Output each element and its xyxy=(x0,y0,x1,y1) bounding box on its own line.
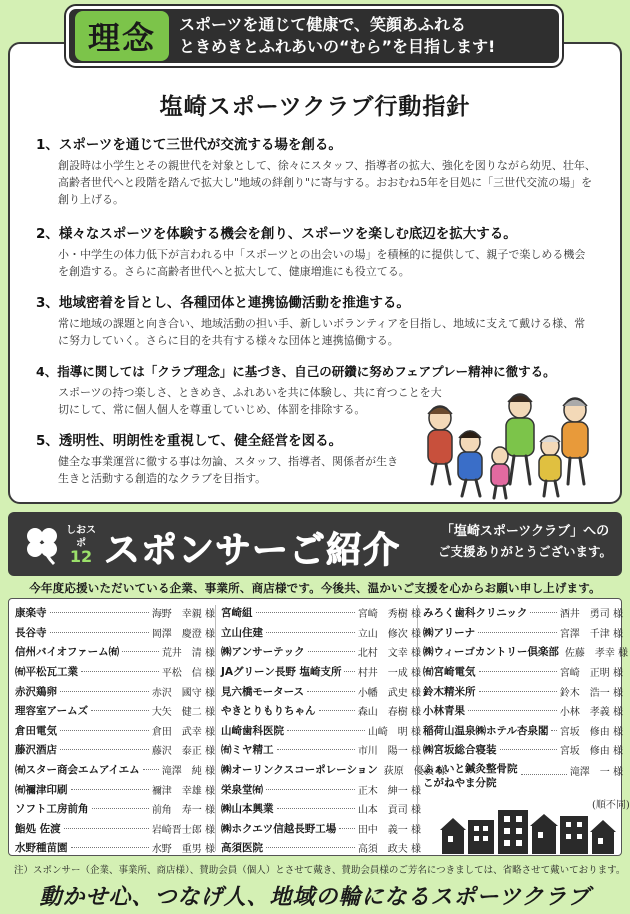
sponsor-company: 見六橋モータース xyxy=(221,685,305,698)
guideline-heading: 1、スポーツを通じて三世代が交流する場を創る。 xyxy=(36,137,342,153)
sponsor-row xyxy=(15,740,215,760)
sponsor-row xyxy=(221,642,421,662)
sponsor-company: 宮崎組 xyxy=(221,607,253,620)
dot-leader xyxy=(91,710,149,711)
sponsor-company: ㈲禰津印刷 xyxy=(15,783,68,796)
sponsor-column-3 xyxy=(423,603,629,790)
sponsor-representative: 平松 信 様 xyxy=(161,668,215,680)
dot-leader xyxy=(277,808,355,809)
philosophy-statement xyxy=(179,14,495,58)
sponsor-company: ㈱山本興業 xyxy=(221,803,274,816)
sponsor-row xyxy=(221,721,421,741)
sponsor-company: みろく歯科クリニック xyxy=(423,607,528,620)
sponsor-company: 鮨処 佐渡 xyxy=(15,822,61,835)
sponsor-title: スポンサーご紹介 xyxy=(104,530,401,571)
sponsor-company: 水野種苗園 xyxy=(15,842,68,855)
sponsor-representative: 水野 重男 様 xyxy=(151,844,215,856)
sponsor-row xyxy=(15,819,215,839)
footnote: 注）スポンサー（企業、事業所、商店様）、賛助会員（個人）とさせて戴き、賛助会員様のご芳名につきましては、省略させて戴いております。 xyxy=(14,865,626,876)
sponsor-company: ㈱アンサーテック xyxy=(221,646,305,659)
logo-number: 12 xyxy=(69,547,93,566)
sponsor-representative: 鈴木 浩一 様 xyxy=(559,687,623,699)
dot-leader xyxy=(266,789,355,790)
sponsor-row xyxy=(15,838,215,858)
sponsor-representative: 宮崎 秀樹 様 xyxy=(357,609,421,621)
dot-leader xyxy=(266,632,355,633)
sponsor-company: 信州バイオファーム㈲ xyxy=(15,646,120,659)
sponsor-row xyxy=(423,681,623,701)
guideline-body: スポーツの持つ楽しさ、ときめき、ふれあいを共に体験し、共に育つことを大切にして、常に個人個人を尊重していじめ、体罰を排除する。 xyxy=(58,386,442,416)
sponsor-row xyxy=(221,799,421,819)
sponsor-company: ㈲スター商会エムアイエム xyxy=(15,764,140,777)
dot-leader xyxy=(530,612,556,613)
dot-leader xyxy=(344,671,354,672)
dot-leader xyxy=(64,828,149,829)
sponsor-representative: 荻原 優毅 様 xyxy=(383,766,447,778)
column-divider xyxy=(215,605,216,851)
sponsor-representative: 倉田 武幸 様 xyxy=(151,726,215,738)
family-illustration xyxy=(410,380,610,500)
sponsor-row xyxy=(423,721,623,741)
philosophy-line-2: ときめきとふれあいの“むら”を目指します! xyxy=(179,37,496,56)
dot-leader xyxy=(308,651,355,652)
guideline-1 xyxy=(36,136,596,208)
dot-leader xyxy=(551,730,556,731)
order-note: (順不同) xyxy=(592,800,630,811)
sponsor-representative: 大矢 健二 様 xyxy=(151,707,215,719)
sponsor-row xyxy=(221,623,421,643)
guideline-body: 健全な事業運営に徹する事は勿論、スタッフ、指導者、関係者が生き生きと活動する創造的なクラブを目指す。 xyxy=(58,455,399,485)
dot-leader xyxy=(307,691,355,692)
guideline-body: 創設時は小学生とその親世代を対象として、徐々にスタッフ、指導者の拡大、強化を図りながら幼児、壮年、高齢者世代へと段階を踏んで拡大し"地域の絆創り"に寄与する。おおむね5年を目処に「三世代交流の場」を創り上げる。 xyxy=(58,159,596,206)
sponsor-row xyxy=(423,760,623,790)
dot-leader xyxy=(122,651,159,652)
sponsor-column-1 xyxy=(15,603,215,858)
dot-leader xyxy=(479,671,557,672)
sponsor-representative: 宮坂 修由 様 xyxy=(559,746,623,758)
dot-leader xyxy=(60,691,149,692)
sponsor-row xyxy=(15,681,215,701)
sponsor-row xyxy=(423,740,623,760)
sponsor-company: 赤沢鶏卵 xyxy=(15,685,57,698)
sponsor-representative: 北村 文幸 様 xyxy=(357,648,421,660)
sponsor-row xyxy=(221,760,447,780)
dot-leader xyxy=(50,632,149,633)
sponsor-representative: 山崎 明 様 xyxy=(367,726,421,738)
dot-leader xyxy=(60,749,149,750)
sponsor-row xyxy=(221,662,421,682)
sponsor-row xyxy=(15,603,215,623)
sponsor-row xyxy=(221,701,421,721)
sponsor-row xyxy=(15,760,215,780)
sponsor-company: ㈱オーリンクスコーポレーション xyxy=(221,764,378,777)
dot-leader xyxy=(479,691,557,692)
sponsor-company: 倉田電気 xyxy=(15,724,57,737)
sponsor-representative: 立山 修次 様 xyxy=(357,628,421,640)
dot-leader xyxy=(50,612,149,613)
sponsor-representative: 山本 貢司 様 xyxy=(357,805,421,817)
sponsor-company: 鈴木精米所 xyxy=(423,685,476,698)
sponsor-company: ㈱宮坂総合寝装 xyxy=(423,744,497,757)
sponsor-company: ㈱アリーナ xyxy=(423,626,476,639)
guideline-body: 小・中学生の体力低下が言われる中「スポーツとの出会いの場」を積極的に提供して、親子で楽しめる機会を創造する。さらに高齢者世代へと拡大して、健康増進にも役立てる。 xyxy=(58,248,586,278)
dot-leader xyxy=(468,710,557,711)
sponsor-company: やきとりもりちゃん xyxy=(221,705,316,718)
dot-leader xyxy=(266,847,355,848)
sponsor-row xyxy=(423,662,623,682)
dot-leader xyxy=(60,730,149,731)
philosophy-line-1: スポーツを通じて健康で、笑顔あふれる xyxy=(179,15,467,34)
sponsor-company: 理容室アームズ xyxy=(15,705,89,718)
sponsor-row xyxy=(15,662,215,682)
sponsor-company: 稲荷山温泉㈱ホテル杏泉閣 xyxy=(423,724,549,737)
philosophy-label: 理念 xyxy=(75,11,169,61)
sponsor-company: 栄泉堂㈲ xyxy=(221,783,263,796)
sponsor-representative: 森山 春樹 様 xyxy=(357,707,421,719)
sponsor-representative: 禰津 幸雄 様 xyxy=(151,785,215,797)
sponsor-representative: 藤沢 泰正 様 xyxy=(151,746,215,758)
sponsor-row xyxy=(15,642,215,662)
sponsor-representative: 市川 陽一 様 xyxy=(357,746,421,758)
clover-icon xyxy=(20,522,64,566)
dot-leader xyxy=(92,808,149,809)
guideline-heading: 2、様々なスポーツを体験する機会を創り、スポーツを楽しむ底辺を拡大する。 xyxy=(36,226,517,242)
sponsor-representative: 海野 幸親 様 xyxy=(151,609,215,621)
sponsor-company: 康楽寺 xyxy=(15,607,47,620)
sponsor-representative: 佐藤 孝幸 様 xyxy=(564,648,629,660)
sponsor-representative: 赤沢 國守 様 xyxy=(151,687,215,699)
shiosupo-logo xyxy=(66,524,96,564)
sponsor-representative: 村井 一成 様 xyxy=(357,668,421,680)
guideline-body: 常に地域の課題と向き合い、地域活動の担い手、新しいボランティアを目指し、地域に支えて戴ける様、常に努力していく。さらに目的を共有する様々な団体と連携協働する。 xyxy=(58,317,586,347)
dot-leader xyxy=(500,749,557,750)
dot-leader xyxy=(71,847,149,848)
sponsor-company: ㈲宮崎電気 xyxy=(423,666,476,679)
sponsor-company: ソフト工房前角 xyxy=(15,803,89,816)
sponsor-representative: 前角 寿一 様 xyxy=(151,805,215,817)
sponsor-representative: 滝澤 一 様 xyxy=(569,766,623,778)
dot-leader xyxy=(81,671,159,672)
sponsor-row xyxy=(15,799,215,819)
sponsor-row xyxy=(423,623,623,643)
dot-leader xyxy=(521,774,567,775)
guideline-heading: 4、指導に関しては「クラブ理念」に基づき、自己の研鑽に努めフェアプレー精神に徹する。 xyxy=(36,364,556,379)
sponsor-representative: 滝澤 純 様 xyxy=(161,766,215,778)
sponsor-row xyxy=(221,838,421,858)
sponsor-row xyxy=(423,701,623,721)
sponsor-representative: 正木 紳一 様 xyxy=(357,785,421,797)
sponsor-row xyxy=(15,721,215,741)
sponsor-row xyxy=(221,779,421,799)
sponsor-representative: 岩崎晋士郎 様 xyxy=(151,824,215,836)
thanks-line-1: 「塩崎スポーツクラブ」への xyxy=(440,524,610,539)
guideline-3 xyxy=(36,294,596,349)
sponsor-company: 長谷寺 xyxy=(15,626,47,639)
sponsor-representative: 酒井 勇司 様 xyxy=(559,609,623,621)
sponsor-representative: 宮澤 千津 様 xyxy=(559,628,623,640)
dot-leader xyxy=(256,612,355,613)
sponsor-row xyxy=(221,819,421,839)
town-illustration xyxy=(440,806,616,854)
dot-leader xyxy=(277,749,355,750)
sponsor-company: 高須医院 xyxy=(221,842,263,855)
sponsor-company: ㈲平松瓦工業 xyxy=(15,666,78,679)
dot-leader xyxy=(319,710,355,711)
sponsor-company: 小林青果 xyxy=(423,705,465,718)
sponsor-row xyxy=(15,623,215,643)
logo-text: しおスポ xyxy=(66,525,96,549)
sponsor-company: ふぁいと鍼灸整骨院 こがねやま分院 xyxy=(423,762,518,789)
dot-leader xyxy=(339,828,355,829)
slogan: 動かせ心、つなげ人、地域の輪になるスポーツクラブ xyxy=(39,884,591,910)
sponsor-company: ㈲ミヤ精工 xyxy=(221,744,274,757)
thanks-line-2: ご支援ありがとうございます。 xyxy=(437,544,612,559)
sponsor-row xyxy=(221,740,421,760)
sponsor-header xyxy=(8,512,622,576)
sponsor-company: ㈱ホクエツ信越長野工場 xyxy=(221,822,337,835)
guideline-heading: 3、地域密着を旨とし、各種団体と連携協働活動を推進する。 xyxy=(36,295,410,311)
guidelines-title: 塩崎スポーツクラブ行動指針 xyxy=(159,93,471,120)
sponsor-representative: 宮崎 正明 様 xyxy=(559,668,623,680)
guideline-2 xyxy=(36,225,596,280)
dot-leader xyxy=(478,632,557,633)
sponsor-thanks xyxy=(432,522,618,562)
dot-leader xyxy=(287,730,365,731)
sponsor-row xyxy=(423,642,629,662)
sponsor-row xyxy=(221,681,421,701)
sponsor-intro: 今年度応援いただいている企業、事業所、商店様です。今後共、温かいご支援を心からお願い申し上げます。 xyxy=(29,581,601,595)
sponsor-representative: 小幡 武史 様 xyxy=(357,687,421,699)
philosophy-banner xyxy=(66,6,562,66)
sponsor-row xyxy=(221,603,421,623)
sponsor-row xyxy=(15,701,215,721)
guideline-heading: 5、透明性、明朗性を重視して、健全経営を図る。 xyxy=(36,433,343,449)
sponsor-row xyxy=(15,779,215,799)
sponsor-representative: 小林 孝義 様 xyxy=(559,707,623,719)
sponsor-representative: 高須 政夫 様 xyxy=(357,844,421,856)
sponsor-representative: 岡澤 慶澄 様 xyxy=(151,628,215,640)
sponsor-company: 山崎歯科医院 xyxy=(221,724,284,737)
dot-leader xyxy=(71,789,149,790)
dot-leader xyxy=(143,769,159,770)
sponsor-row xyxy=(423,603,623,623)
sponsor-company: 立山住建 xyxy=(221,626,263,639)
sponsor-company: JAグリーン長野 塩崎支所 xyxy=(221,666,342,679)
sponsor-company: ㈱ウィーゴカントリー倶楽部 xyxy=(423,646,559,659)
sponsor-representative: 荒井 清 様 xyxy=(161,648,215,660)
sponsor-company: 藤沢酒店 xyxy=(15,744,57,757)
sponsor-representative: 田中 義一 様 xyxy=(357,824,421,836)
sponsor-representative: 宮坂 修由 様 xyxy=(559,726,623,738)
